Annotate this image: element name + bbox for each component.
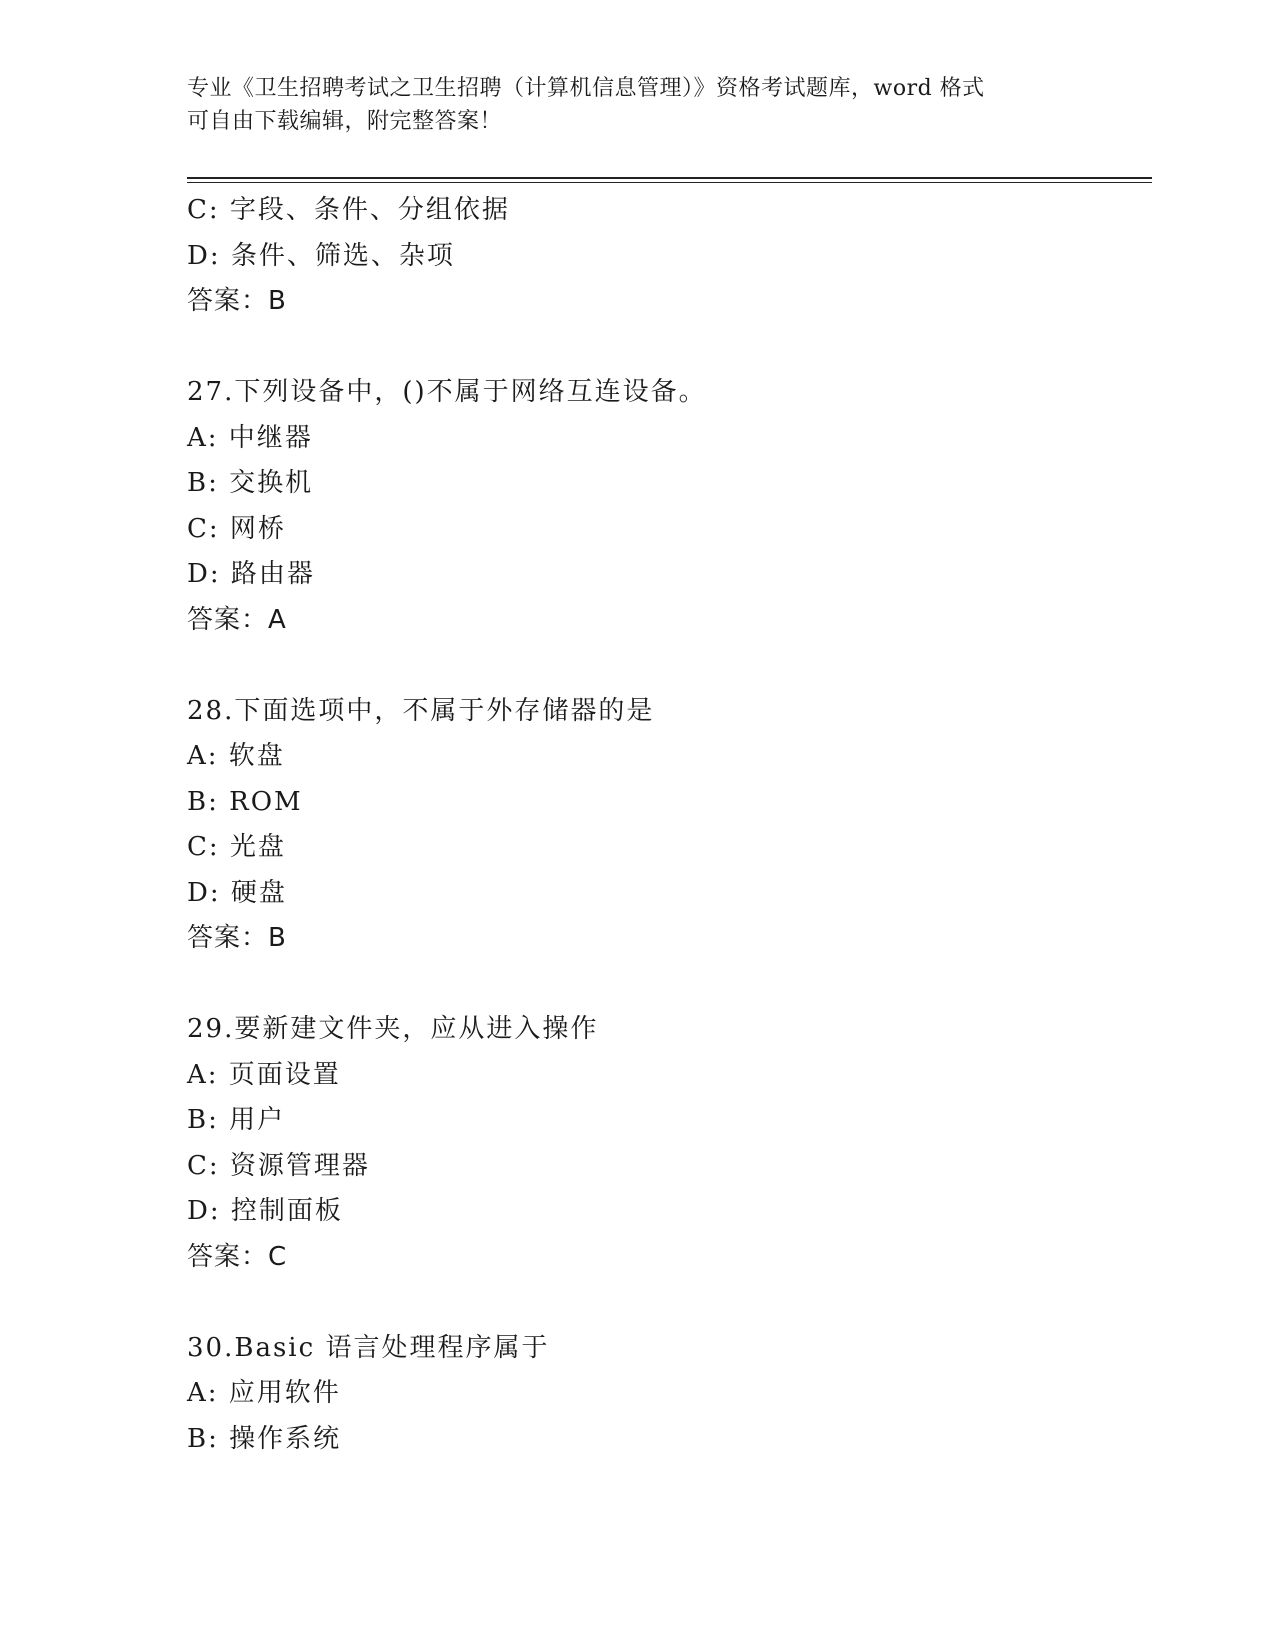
header-line-1: 专业《卫生招聘考试之卫生招聘（计算机信息管理）》资格考试题库，word 格式 — [187, 76, 985, 101]
option-d: D: 条件、筛选、杂项 — [187, 240, 455, 271]
option-b: B: ROM — [187, 786, 303, 817]
question-block-prev — [187, 188, 1152, 325]
option-b: B: 操作系统 — [187, 1423, 342, 1454]
answer-line: 答案：A — [187, 604, 287, 635]
option-c: C: 字段、条件、分组依据 — [187, 195, 510, 225]
header-line-2: 可自由下载编辑，附完整答案！ — [187, 109, 503, 134]
question-stem: 28.下面选项中，不属于外存储器的是 — [187, 695, 655, 726]
option-a: A: 中继器 — [187, 422, 313, 453]
question-block-29 — [187, 1007, 1152, 1280]
answer-line: 答案：B — [187, 923, 287, 953]
option-b: B: 用户 — [187, 1105, 286, 1135]
option-d: D: 控制面板 — [187, 1196, 343, 1226]
option-d: D: 硬盘 — [187, 877, 287, 908]
header-divider-thick — [187, 177, 1152, 179]
option-c: C: 光盘 — [187, 832, 286, 862]
header-divider-thin — [187, 182, 1152, 183]
question-stem: 27.下列设备中，()不属于网络互连设备。 — [187, 377, 707, 407]
document-header — [187, 72, 1087, 138]
answer-line: 答案：B — [187, 286, 287, 316]
option-c: C: 资源管理器 — [187, 1150, 370, 1181]
spacer — [187, 325, 1152, 371]
option-b: B: 交换机 — [187, 468, 314, 498]
question-block-30 — [187, 1326, 1152, 1463]
option-a: A: 应用软件 — [187, 1378, 341, 1408]
question-block-28 — [187, 689, 1152, 962]
spacer — [187, 643, 1152, 689]
question-list — [187, 188, 1152, 1462]
spacer — [187, 962, 1152, 1008]
spacer — [187, 1280, 1152, 1326]
question-stem: 30.Basic 语言处理程序属于 — [187, 1332, 550, 1363]
option-c: C: 网桥 — [187, 513, 286, 544]
option-a: A: 软盘 — [187, 741, 285, 771]
answer-line: 答案：C — [187, 1241, 288, 1272]
question-stem: 29.要新建文件夹，应从进入操作 — [187, 1014, 599, 1044]
question-block-27 — [187, 370, 1152, 643]
option-d: D: 路由器 — [187, 559, 315, 589]
option-a: A: 页面设置 — [187, 1059, 341, 1090]
